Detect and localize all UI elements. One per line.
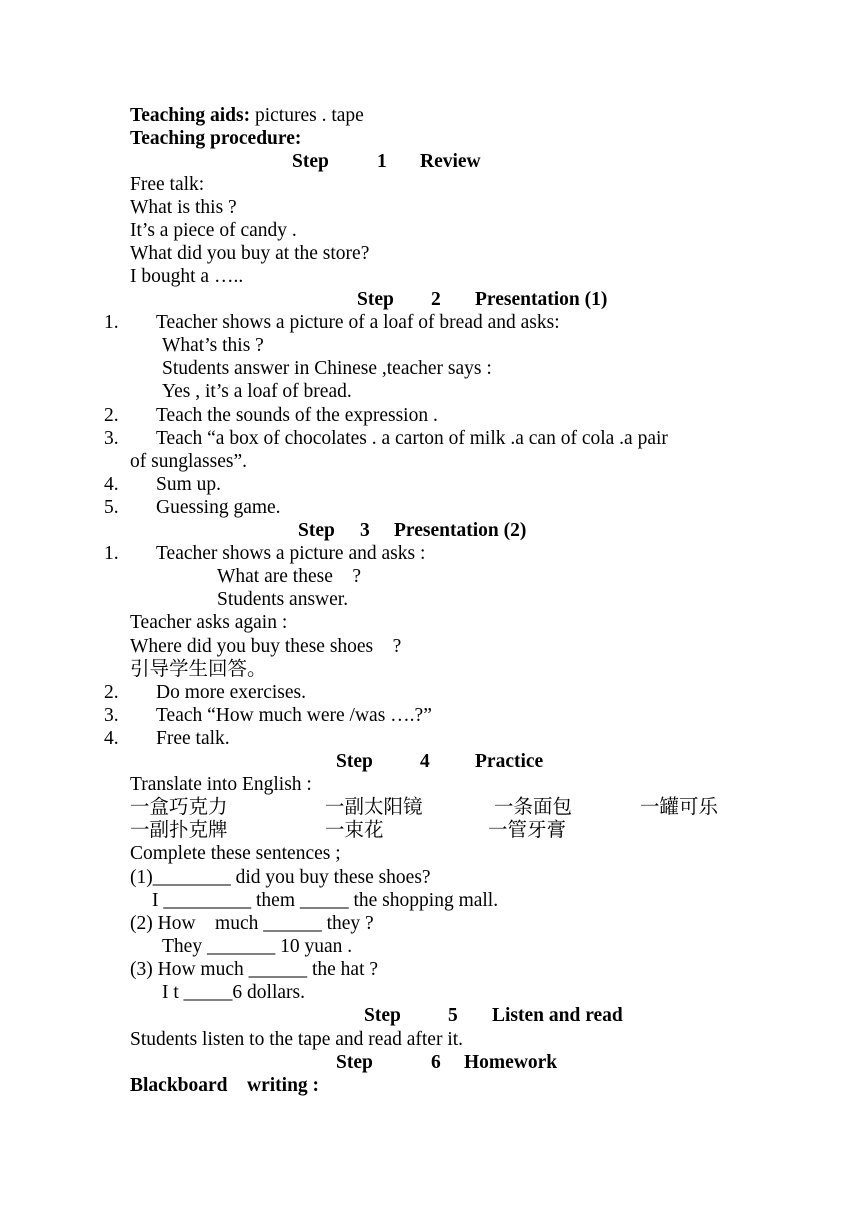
list-item-text: Teacher shows a picture and asks :: [156, 543, 426, 564]
review-line: What is this ?: [130, 197, 237, 218]
step-1-title: Review: [420, 151, 481, 172]
step-6-number: 6: [431, 1052, 441, 1073]
body-line: Teacher asks again :: [130, 612, 288, 633]
sub-line: What are these ?: [217, 566, 362, 587]
exercise-sentence: They _______ 10 yuan .: [162, 936, 353, 957]
step-5-title: Listen and read: [492, 1005, 623, 1026]
teaching-aids-line: [130, 104, 364, 127]
step-6-title: Homework: [464, 1052, 558, 1073]
chinese-phrase: 一条面包: [494, 797, 573, 818]
list-item-text: Teach the sounds of the expression .: [156, 405, 438, 426]
teaching-aids-label: Teaching aids:: [130, 105, 251, 126]
step-5-number: 5: [448, 1005, 458, 1026]
chinese-phrase: 一管牙膏: [488, 820, 567, 841]
step-1-number: 1: [377, 151, 387, 172]
exercise-sentence: (1)________ did you buy these shoes?: [130, 867, 431, 888]
list-item-text: Teacher shows a picture of a loaf of bread and asks:: [156, 312, 560, 333]
listen-instruction: Students listen to the tape and read after it.: [130, 1029, 464, 1050]
teaching-aids-value: pictures . tape: [250, 105, 364, 126]
list-item-number: 5.: [104, 497, 119, 518]
list-item-text: Do more exercises.: [156, 682, 306, 703]
list-item-number: 1.: [104, 312, 119, 333]
chinese-phrase: 一副扑克牌: [130, 820, 228, 841]
step-4-title: Practice: [475, 751, 544, 772]
step-2-title: Presentation (1): [475, 289, 608, 310]
list-item-text: Free talk.: [156, 728, 230, 749]
list-item-number: 3.: [104, 428, 119, 449]
step-2-word: Step: [357, 289, 394, 310]
list-item-number: 4.: [104, 728, 119, 749]
step-2-number: 2: [431, 289, 441, 310]
list-item-text: Guessing game.: [156, 497, 281, 518]
complete-instruction: Complete these sentences ;: [130, 843, 341, 864]
list-item-number: 3.: [104, 705, 119, 726]
step-4-word: Step: [336, 751, 373, 772]
list-item-number: 2.: [104, 405, 119, 426]
exercise-sentence: I _________ them _____ the shopping mall.: [152, 890, 499, 911]
review-line: What did you buy at the store?: [130, 243, 370, 264]
exercise-sentence: (2) How much ______ they ?: [130, 913, 374, 934]
chinese-phrase: 一副太阳镜: [325, 797, 423, 818]
step-3-title: Presentation (2): [394, 520, 527, 541]
body-line-chinese: 引导学生回答。: [130, 659, 267, 680]
list-item-text: Sum up.: [156, 474, 222, 495]
sub-line: Yes , it’s a loaf of bread.: [162, 381, 352, 402]
list-item-number: 4.: [104, 474, 119, 495]
step-1-word: Step: [292, 151, 329, 172]
list-item-continuation: of sunglasses”.: [130, 451, 247, 472]
chinese-phrase: 一束花: [325, 820, 384, 841]
exercise-sentence: I t _____6 dollars.: [162, 982, 305, 1003]
exercise-sentence: (3) How much ______ the hat ?: [130, 959, 379, 980]
sub-line: Students answer.: [217, 589, 349, 610]
sub-line: Students answer in Chinese ,teacher says :: [162, 358, 492, 379]
step-6-word: Step: [336, 1052, 373, 1073]
list-item-text: Teach “a box of chocolates . a carton of milk .a can of cola .a pair: [156, 428, 668, 449]
review-line: I bought a …..: [130, 266, 244, 287]
list-item-number: 1.: [104, 543, 119, 564]
list-item-number: 2.: [104, 682, 119, 703]
review-line: Free talk:: [130, 174, 205, 195]
blackboard-writing-label: Blackboard writing :: [130, 1075, 320, 1096]
step-3-word: Step: [298, 520, 335, 541]
review-line: It’s a piece of candy .: [130, 220, 297, 241]
translate-instruction: Translate into English :: [130, 774, 312, 795]
chinese-phrase: 一罐可乐: [640, 797, 719, 818]
teaching-procedure-label: Teaching procedure:: [130, 128, 302, 149]
body-line: Where did you buy these shoes ?: [130, 636, 402, 657]
sub-line: What’s this ?: [162, 335, 264, 356]
step-4-number: 4: [420, 751, 430, 772]
list-item-text: Teach “How much were /was ….?”: [156, 705, 432, 726]
step-3-number: 3: [360, 520, 370, 541]
step-5-word: Step: [364, 1005, 401, 1026]
chinese-phrase: 一盒巧克力: [130, 797, 228, 818]
